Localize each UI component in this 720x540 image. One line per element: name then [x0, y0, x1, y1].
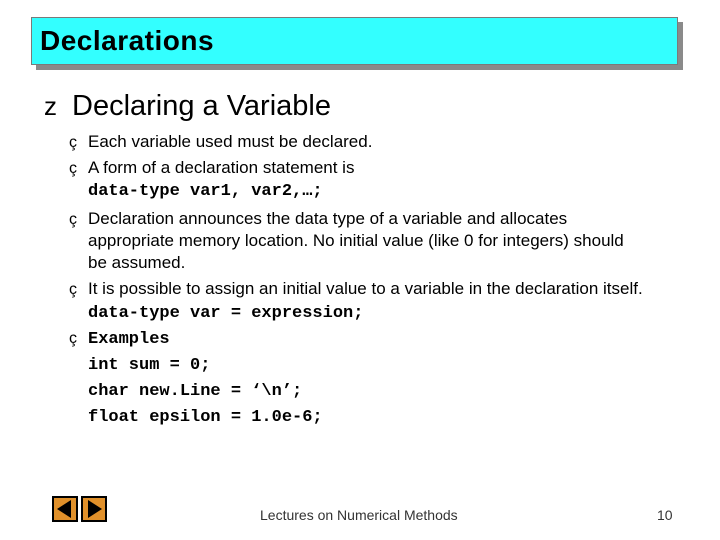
- item-text-continued: be assumed.: [88, 253, 186, 272]
- item-code-text: Examples: [88, 330, 170, 349]
- code-line: data-type var1, var2,…;: [88, 182, 323, 201]
- list-item: [69, 278, 643, 301]
- code-line: data-type var = expression;: [88, 304, 364, 323]
- bullet-icon: ç: [69, 134, 77, 151]
- code-line: int sum = 0;: [88, 356, 211, 375]
- item-text: It is possible to assign an initial value to a variable in the declaration itself.: [88, 279, 643, 298]
- heading-item: [44, 90, 331, 123]
- bullet-icon: ç: [69, 160, 77, 177]
- footer-text: Lectures on Numerical Methods: [260, 507, 458, 523]
- list-item: [69, 330, 170, 349]
- list-item: [69, 157, 354, 180]
- code-line: char new.Line = ‘\n’;: [88, 382, 303, 401]
- page-number: 10: [657, 507, 673, 523]
- bullet-icon: ç: [69, 281, 77, 298]
- list-item: [69, 208, 567, 231]
- item-text: A form of a declaration statement is: [88, 158, 355, 177]
- bullet-icon: ç: [69, 211, 77, 228]
- right-arrow-icon: [83, 498, 105, 520]
- bullet-icon: ç: [69, 330, 77, 347]
- list-item: [69, 131, 372, 154]
- prev-slide-button[interactable]: [52, 496, 78, 522]
- code-line: float epsilon = 1.0e-6;: [88, 408, 323, 427]
- slide-title: Declarations: [40, 25, 215, 56]
- heading-bullet: z: [44, 91, 57, 121]
- item-text: Declaration announces the data type of a variable and allocates: [88, 209, 568, 228]
- title-bar: [31, 17, 678, 65]
- item-text: Each variable used must be declared.: [88, 132, 373, 151]
- left-arrow-icon: [54, 498, 76, 520]
- next-slide-button[interactable]: [81, 496, 107, 522]
- heading-text: Declaring a Variable: [72, 90, 331, 122]
- item-text-continued: appropriate memory location. No initial value (like 0 for integers) should: [88, 231, 624, 250]
